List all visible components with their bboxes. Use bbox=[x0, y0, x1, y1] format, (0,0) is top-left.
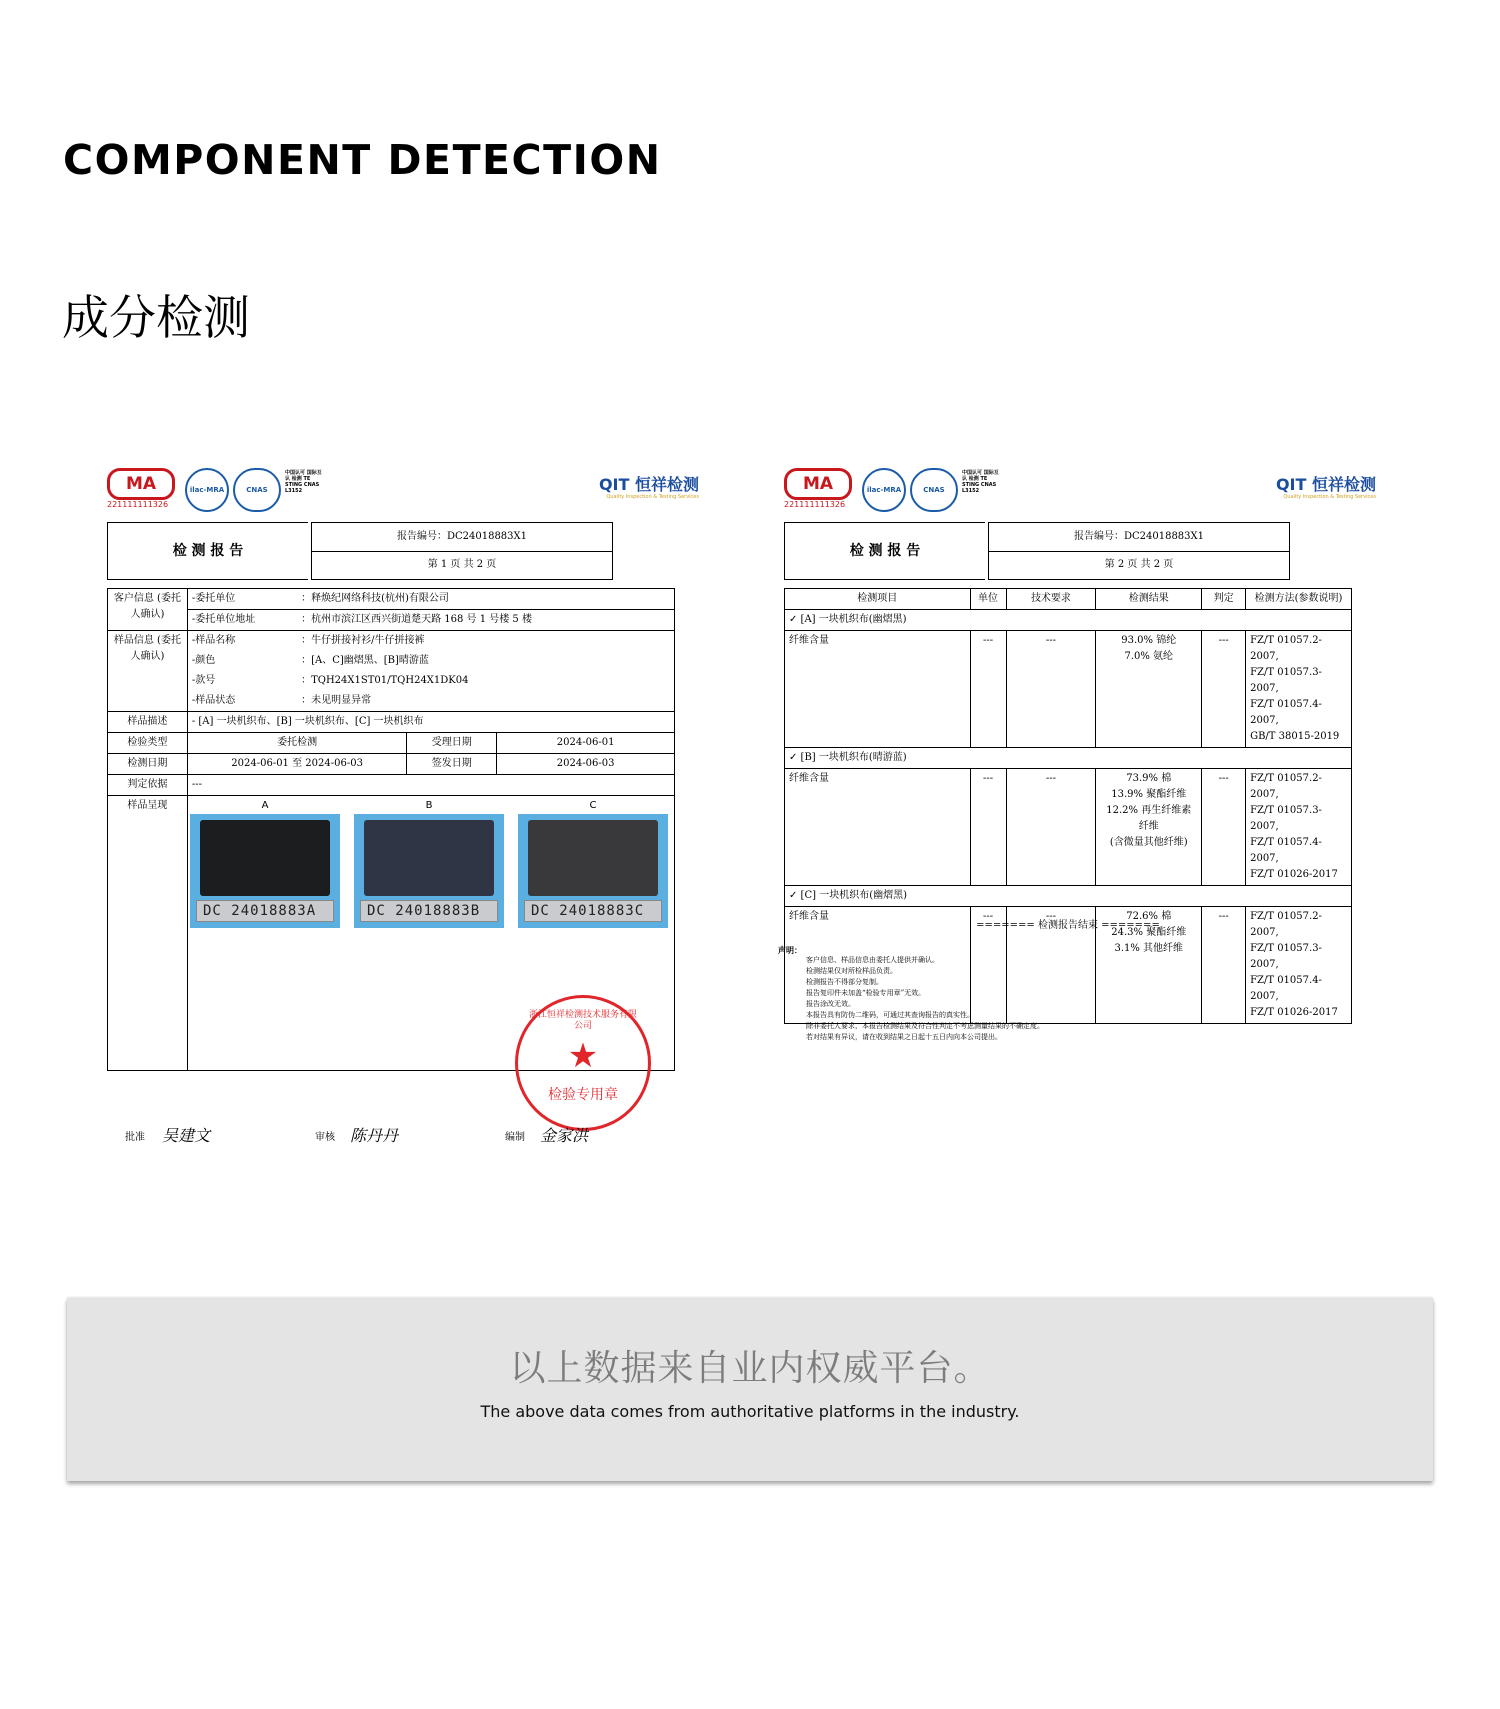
cnas-caption: 中国认可 国际互认 检测 TE STING CNAS L3152 bbox=[285, 470, 322, 494]
approve-signature: 吴建文 bbox=[162, 1126, 211, 1145]
qit-tagline: Quality Inspection & Testing Services bbox=[606, 494, 699, 500]
judge-cell: --- bbox=[1202, 907, 1246, 1024]
notes-title: 声明： bbox=[778, 945, 802, 955]
section-title: ✓ [A] 一块机织布(幽熠黑) bbox=[785, 610, 1352, 631]
approve-label: 批准 bbox=[125, 1132, 145, 1143]
col-header: 技术要求 bbox=[1006, 589, 1096, 610]
info-label: -样品状态 bbox=[187, 691, 297, 712]
report-title: 检 测 报 告 bbox=[172, 543, 244, 559]
method-line: FZ/T 01057.2-2007, bbox=[1250, 635, 1322, 662]
method-line: GB/T 38015-2019 bbox=[1250, 731, 1340, 742]
client-info-label: 客户信息 (委托人确认) bbox=[108, 589, 188, 631]
date-value: 2024-06-01 至 2024-06-03 bbox=[187, 754, 407, 775]
date-label: 检测日期 bbox=[108, 754, 188, 775]
sample-letter: B bbox=[425, 800, 433, 811]
report-title: 检 测 报 告 bbox=[849, 543, 921, 559]
cnas-caption: 中国认可 国际互认 检测 TE STING CNAS L3152 bbox=[962, 470, 999, 494]
req-cell: --- bbox=[1006, 907, 1096, 1024]
type-value: 委托检测 bbox=[187, 733, 407, 754]
method-line: FZ/T 01057.3-2007, bbox=[1250, 805, 1322, 832]
result-line: 72.6% 棉 bbox=[1126, 911, 1172, 922]
info-label: -款号 bbox=[187, 671, 297, 691]
cert-logos bbox=[784, 460, 1384, 520]
col-header: 检测项目 bbox=[785, 589, 971, 610]
note-line: 本报告具有防伪二维码，可通过其查询报告的真实性。 bbox=[806, 1011, 974, 1019]
method-line: FZ/T 01057.3-2007, bbox=[1250, 667, 1322, 694]
info-label: -委托单位 bbox=[187, 589, 297, 610]
basis-label: 判定依据 bbox=[108, 775, 188, 796]
report-number: 报告编号：DC24018883X1 bbox=[989, 523, 1289, 552]
inspection-stamp bbox=[515, 995, 651, 1131]
cma-logo: MA bbox=[107, 468, 175, 500]
judge-cell: --- bbox=[1202, 631, 1246, 748]
stamp-sub: 检验专用章 bbox=[548, 1087, 618, 1103]
notes-list bbox=[806, 955, 1044, 1043]
item-cell: 纤维含量 bbox=[785, 769, 971, 886]
result-line: 7.0% 氨纶 bbox=[1124, 651, 1174, 662]
result-line: 24.3% 聚酯纤维 bbox=[1111, 927, 1187, 938]
note-line: 客户信息、样品信息由委托人提供并确认。 bbox=[806, 956, 939, 964]
sample-info-label: 样品信息 (委托人确认) bbox=[108, 631, 188, 712]
fabric-swatch bbox=[364, 820, 494, 896]
cnas-logo: CNAS bbox=[910, 468, 958, 512]
sample-letter: C bbox=[589, 800, 597, 811]
result-line: 3.1% 其他纤维 bbox=[1114, 943, 1184, 954]
method-line: FZ/T 01057.4-2007, bbox=[1250, 837, 1322, 864]
note-line: 检测报告不得部分复制。 bbox=[806, 978, 883, 986]
info-value: ：牛仔拼接衬衫/牛仔拼接裤 bbox=[297, 631, 674, 652]
info-label: -颜色 bbox=[187, 651, 297, 671]
result-line: 纤维 bbox=[1138, 821, 1159, 832]
qit-logo: QIT 恒祥检测 bbox=[598, 475, 699, 494]
recv-label: 受理日期 bbox=[407, 733, 497, 754]
report-page-1 bbox=[107, 460, 707, 1160]
report-title-box bbox=[107, 522, 308, 580]
table-row bbox=[785, 631, 1352, 748]
banner-text-en: The above data comes from authoritative platforms in the industry. bbox=[480, 1402, 1020, 1421]
report-number: 报告编号：DC24018883X1 bbox=[312, 523, 612, 552]
disclaimer-banner bbox=[67, 1298, 1433, 1481]
issue-label: 签发日期 bbox=[407, 754, 497, 775]
req-cell: --- bbox=[1006, 631, 1096, 748]
info-value: ：TQH24X1ST01/TQH24X1DK04 bbox=[297, 671, 674, 691]
ilac-logo: ilac-MRA bbox=[862, 468, 906, 512]
method-line: FZ/T 01057.2-2007, bbox=[1250, 911, 1322, 938]
recv-value: 2024-06-01 bbox=[497, 733, 675, 754]
note-line: 除非委托人要求，本报告检测结果及符合性判定不考虑测量结果的不确定度。 bbox=[806, 1022, 1044, 1030]
note-line: 检测结果仅对所检样品负责。 bbox=[806, 967, 897, 975]
section-title: ✓ [C] 一块机织布(幽熠黑) bbox=[785, 886, 1352, 907]
note-line: 报告复印件未加盖“检验专用章”无效。 bbox=[806, 989, 926, 997]
section-title: ✓ [B] 一块机织布(晴游蓝) bbox=[785, 748, 1352, 769]
method-line: FZ/T 01026-2017 bbox=[1250, 1007, 1338, 1018]
review-label: 审核 bbox=[315, 1132, 335, 1143]
judge-cell: --- bbox=[1202, 769, 1246, 886]
report-page-number: 第 2 页 共 2 页 bbox=[1104, 559, 1174, 570]
photo-label: 样品呈现 bbox=[108, 796, 188, 1071]
ilac-logo: ilac-MRA bbox=[185, 468, 229, 512]
sample-c bbox=[518, 800, 668, 919]
cma-number: 221111111326 bbox=[784, 500, 846, 509]
unit-cell: --- bbox=[970, 769, 1006, 886]
result-cell bbox=[1096, 631, 1202, 748]
result-cell bbox=[1096, 769, 1202, 886]
result-line: 73.9% 棉 bbox=[1126, 773, 1172, 784]
desc-label: 样品描述 bbox=[108, 712, 188, 733]
sample-photo bbox=[518, 814, 668, 928]
report-meta-box bbox=[311, 522, 613, 580]
star-icon: ★ bbox=[567, 1036, 599, 1076]
info-value: ：杭州市滨江区西兴街道楚天路 168 号 1 号楼 5 楼 bbox=[297, 610, 674, 631]
review-signature: 陈丹丹 bbox=[350, 1126, 399, 1145]
report-title-box bbox=[784, 522, 985, 580]
method-cell bbox=[1246, 631, 1352, 748]
item-cell: 纤维含量 bbox=[785, 907, 971, 1024]
qit-tagline: Quality Inspection & Testing Services bbox=[1283, 494, 1376, 500]
req-cell: --- bbox=[1006, 769, 1096, 886]
col-header: 单位 bbox=[970, 589, 1006, 610]
info-value: ：释焕纪网络科技(杭州)有限公司 bbox=[297, 589, 674, 610]
table-row bbox=[785, 769, 1352, 886]
basis-value: --- bbox=[187, 775, 674, 796]
info-value: ：未见明显异常 bbox=[297, 691, 674, 712]
cma-number: 221111111326 bbox=[107, 500, 169, 509]
type-label: 检验类型 bbox=[108, 733, 188, 754]
cma-logo: MA bbox=[784, 468, 852, 500]
stamp-company: 浙江恒祥检测技术服务有限公司 bbox=[528, 1010, 637, 1031]
method-line: FZ/T 01057.2-2007, bbox=[1250, 773, 1322, 800]
note-line: 若对结果有异议，请在收到结果之日起十五日内向本公司提出。 bbox=[806, 1033, 1002, 1041]
qit-logo: QIT 恒祥检测 bbox=[1275, 475, 1376, 494]
cnas-logo: CNAS bbox=[233, 468, 281, 512]
method-line: FZ/T 01057.3-2007, bbox=[1250, 943, 1322, 970]
sample-code: DC 24018883C bbox=[524, 900, 662, 922]
desc-value: - [A] 一块机织布、[B] 一块机织布、[C] 一块机织布 bbox=[187, 712, 674, 733]
method-line: FZ/T 01057.4-2007, bbox=[1250, 975, 1322, 1002]
compile-signature: 金家洪 bbox=[540, 1126, 589, 1145]
method-cell bbox=[1246, 769, 1352, 886]
result-line: 12.2% 再生纤维素 bbox=[1106, 805, 1192, 816]
result-line: (含微量其他纤维) bbox=[1109, 837, 1188, 848]
sample-photo bbox=[190, 814, 340, 928]
compile-label: 编制 bbox=[505, 1132, 525, 1143]
unit-cell: --- bbox=[970, 907, 1006, 1024]
section-title-cn: 成分检测 bbox=[62, 291, 250, 346]
report-meta-box bbox=[988, 522, 1290, 580]
result-line: 13.9% 聚酯纤维 bbox=[1111, 789, 1187, 800]
col-header: 检测方法(参数说明) bbox=[1246, 589, 1352, 610]
unit-cell: --- bbox=[970, 631, 1006, 748]
report-page-2 bbox=[778, 460, 1384, 1160]
issue-value: 2024-06-03 bbox=[497, 754, 675, 775]
item-cell: 纤维含量 bbox=[785, 631, 971, 748]
sample-photo bbox=[354, 814, 504, 928]
sample-b bbox=[354, 800, 504, 919]
report-end-marker: ======= 检测报告结束 ======= bbox=[976, 920, 1160, 931]
note-line: 报告涂改无效。 bbox=[806, 1000, 855, 1008]
sample-a bbox=[190, 800, 340, 919]
sample-code: DC 24018883A bbox=[196, 900, 334, 922]
table-header-row bbox=[785, 589, 1352, 610]
report-page-number: 第 1 页 共 2 页 bbox=[427, 559, 497, 570]
info-label: -委托单位地址 bbox=[187, 610, 297, 631]
method-line: FZ/T 01057.4-2007, bbox=[1250, 699, 1322, 726]
sample-letter: A bbox=[261, 800, 269, 811]
method-line: FZ/T 01026-2017 bbox=[1250, 869, 1338, 880]
col-header: 检测结果 bbox=[1096, 589, 1202, 610]
col-header: 判定 bbox=[1202, 589, 1246, 610]
result-line: 93.0% 锦纶 bbox=[1121, 635, 1177, 646]
fabric-swatch bbox=[200, 820, 330, 896]
banner-text-cn: 以上数据来自业内权威平台。 bbox=[509, 1348, 991, 1389]
sample-code: DC 24018883B bbox=[360, 900, 498, 922]
info-value: ：[A、C]幽熠黑、[B]晴游蓝 bbox=[297, 651, 674, 671]
cert-logos bbox=[107, 460, 707, 520]
section-title-en: COMPONENT DETECTION bbox=[63, 136, 662, 184]
info-label: -样品名称 bbox=[187, 631, 297, 652]
fabric-swatch bbox=[528, 820, 658, 896]
